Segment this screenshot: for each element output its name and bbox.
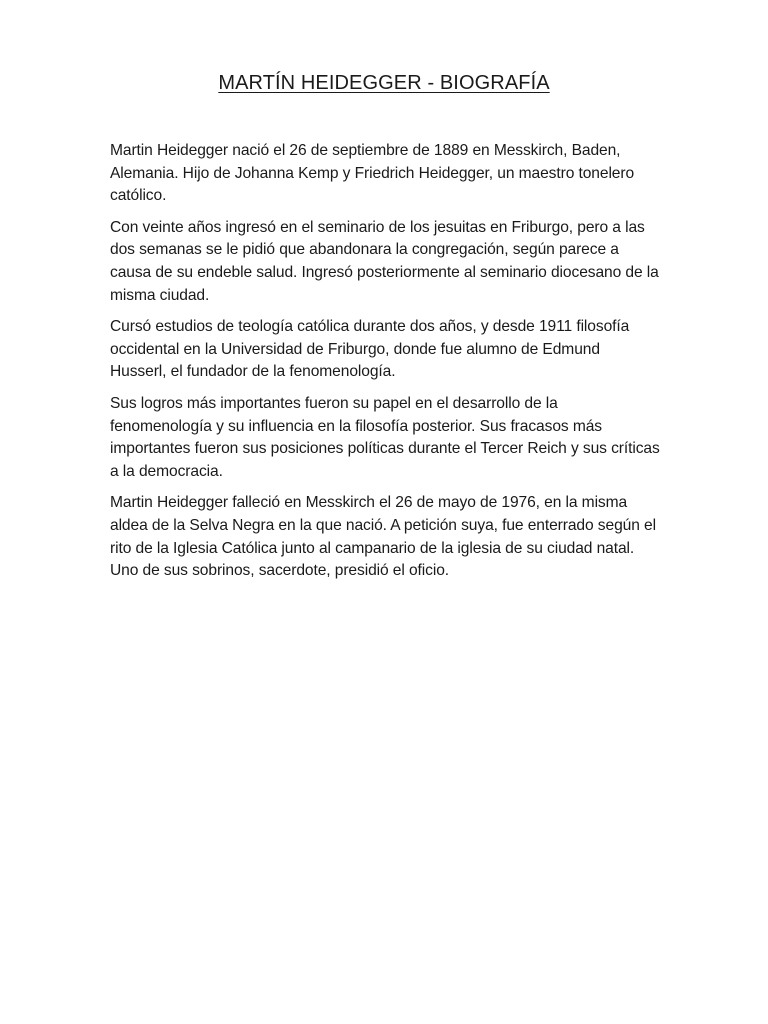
paragraph-achievements: Sus logros más importantes fueron su papel en el desarrollo de la fenomenología y su influencia en la filosofía posterior. Sus fracasos más importantes fueron sus posiciones políticas durante el Tercer Reich y sus críticas a la democracia. [110,394,660,480]
document-title: MARTÍN HEIDEGGER - BIOGRAFÍA [218,72,550,94]
paragraph-death: Martin Heidegger falleció en Messkirch el 26 de mayo de 1976, en la misma aldea de la Selva Negra en la que nació. A petición suya, fue enterrado según el rito de la Iglesia Católica junto al campanario de la iglesia de su ciudad natal. Uno de sus sobrinos, sacerdote, presidió el oficio. [110,494,656,580]
paragraph-birth: Martin Heidegger nació el 26 de septiembre de 1889 en Messkirch, Baden, Alemania. Hijo de Johanna Kemp y Friedrich Heidegger, un maestro tonelero católico. [110,142,635,205]
paragraph-studies: Cursó estudios de teología católica durante dos años, y desde 1911 filosofía occidental en la Universidad de Friburgo, donde fue alumno de Edmund Husserl, el fundador de la fenomenología. [110,318,630,381]
document-body [110,140,660,592]
paragraph-seminary: Con veinte años ingresó en el seminario de los jesuitas en Friburgo, pero a las dos semanas se le pidió que abandonara la congregación, según parece a causa de su endeble salud. Ingresó posteriormente al seminario diocesano de la misma ciudad. [110,218,659,304]
